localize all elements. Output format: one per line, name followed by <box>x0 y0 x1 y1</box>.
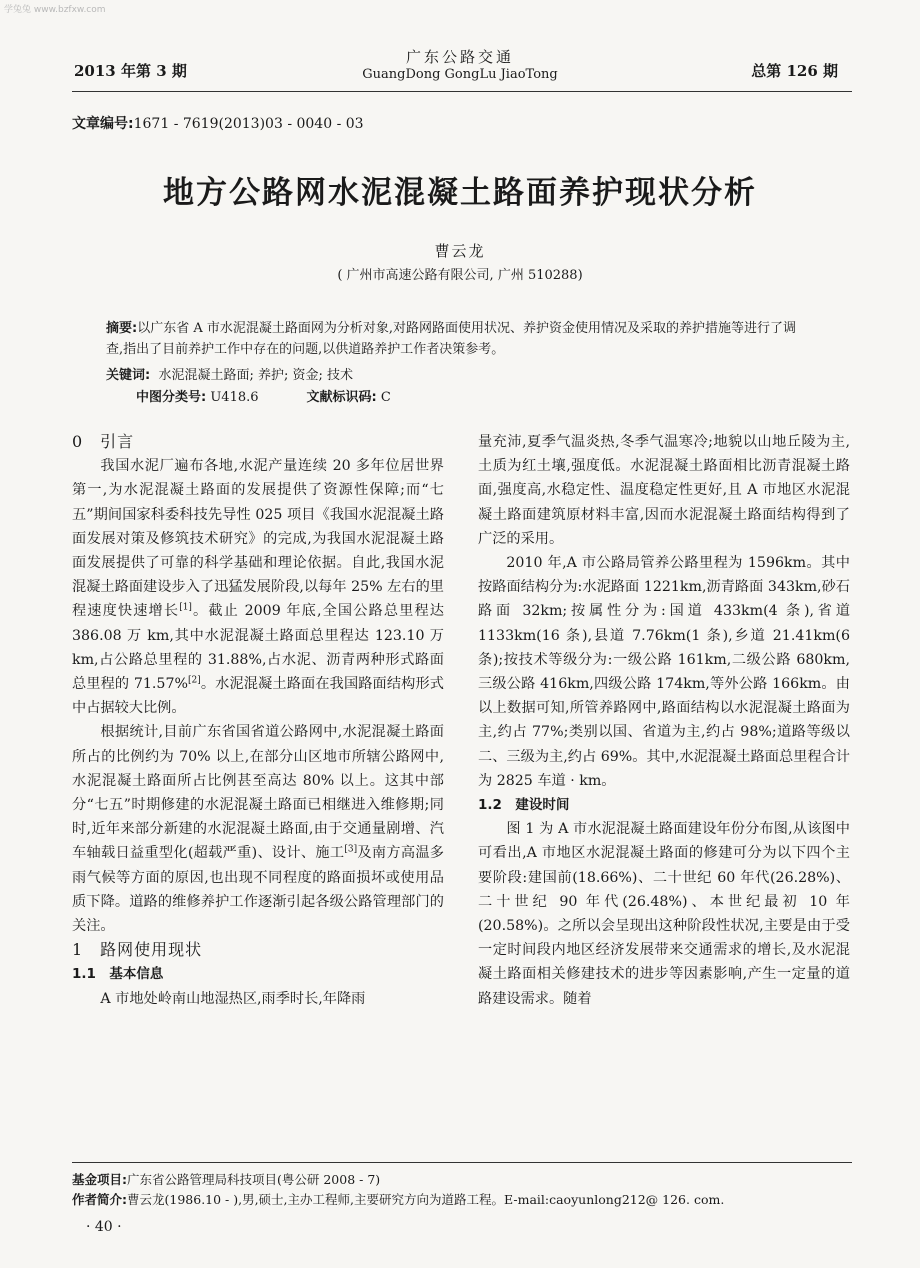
citation-2: [2] <box>187 675 201 686</box>
subsection-heading-construction-time: 1.2 建设时间 <box>478 797 570 814</box>
subsection-heading-basic-info: 1.1 基本信息 <box>72 966 164 983</box>
bio-text: 曹云龙(1986.10 - ),男,硕士,主办工程师,主要研究方向为道路工程。E-mail:caoyunlong212@ 126. com. <box>127 1192 725 1207</box>
paragraph-intro-1: 我国水泥厂遍布各地,水泥产量连续 20 多年位居世界第一,为水泥混凝土路面的发展提供了资源性保障;而“七五”期间国家科委科技先导性 025 项目《我国水泥混凝土路面发展对策及修筑技术研究》的完成,为我国水泥混凝土路面发展提供了可靠的科学基础和理论依据。自此,我国水泥混凝土路面建设步入了迅猛发展阶段,以每年 25% 左右的里程速度快速增长[1]。截止 2009 年底,全国公路总里程达 386.08 万 km,其中水泥混凝土路面总里程达 123.10 万 km,占公路总里程的 31.88%,占水泥、沥青两种形式路面总里程的 71.57%[2]。水泥混凝土路面在我国路面结构形式中占据较大比例。 <box>72 458 444 717</box>
doc-code-label: 文献标识码: <box>306 390 377 405</box>
journal-name-cn: 广东公路交通 <box>405 48 514 66</box>
keywords <box>106 364 353 383</box>
fund-label: 基金项目: <box>72 1172 127 1187</box>
watermark: 学兔兔 www.bzfxw.com <box>4 5 106 15</box>
total-issue-label: 总第 126 期 <box>751 62 838 80</box>
citation-1: [1] <box>179 602 192 613</box>
article-number <box>72 113 364 133</box>
clc-label: 中图分类号: <box>136 390 207 405</box>
author-name: 曹云龙 <box>434 242 486 260</box>
paragraph-basic-info: A 市地处岭南山地湿热区,雨季时长,年降雨 <box>100 990 366 1007</box>
right-column <box>478 430 850 1011</box>
issue-label: 2013 年第 3 期 <box>74 62 187 80</box>
footnote-author-bio <box>72 1190 852 1210</box>
abstract-text: 以广东省 A 市水泥混凝土路面网为分析对象,对路网路面使用状况、养护资金使用情况及采取的养护措施等进行了调查,指出了目前养护工作中存在的问题,以供道路养护工作者决策参考。 <box>106 321 796 357</box>
author-affiliation: ( 广州市高速公路有限公司, 广州 510288) <box>337 268 583 283</box>
abstract-label: 摘要: <box>106 321 138 336</box>
paragraph-construction-time: 图 1 为 A 市水泥混凝土路面建设年份分布图,从该图中可看出,A 市地区水泥混凝土路面的修建可分为以下四个主要阶段:建国前(18.66%)、二十世纪 60 年代(26.28%)、二十世纪 90 年代(26.48%)、本世纪最初 10 年(20.58%)。之所以会呈现出这种阶段性状况,主要是由于受一定时间段内地区经济发展带来交通需求的增长,及水泥混凝土路面相关修建技术的进步等因素影响,产生一定量的道路建设需求。随着 <box>478 821 850 1007</box>
paper-title: 地方公路网水泥混凝土路面养护现状分析 <box>163 175 757 211</box>
keywords-label: 关键词: <box>106 368 151 383</box>
paragraph-intro-2: 根据统计,目前广东省国省道公路网中,水泥混凝土路面所占的比例约为 70% 以上,在部分山区地市所辖公路网中,水泥混凝土路面所占比例甚至高达 80% 以上。这其中部分“七五”时期修建的水泥混凝土路面已相继进入维修期;同时,近年来部分新建的水泥混凝土路面,由于交通量剧增、汽车轴载日益重型化(超载严重)、设计、施工[3]及南方高温多雨气候等方面的原因,也出现不同程度的路面损坏或使用品质下降。道路的维修养护工作逐渐引起各级公路管理部门的关注。 <box>72 724 444 935</box>
footnote-rule <box>72 1162 852 1163</box>
left-column <box>72 430 444 1011</box>
article-number-label: 文章编号: <box>72 116 134 132</box>
clc-value: U418.6 <box>210 390 259 405</box>
footnote-fund <box>72 1170 852 1190</box>
keywords-text: 水泥混凝土路面; 养护; 资金; 技术 <box>158 368 354 383</box>
article-number-value: 1671 - 7619(2013)03 - 0040 - 03 <box>133 116 364 132</box>
abstract <box>106 318 806 360</box>
journal-name-en: GuangDong GongLu JiaoTong <box>362 67 558 82</box>
doc-code-value: C <box>380 390 391 405</box>
section-heading-network-status: 1 路网使用现状 <box>72 940 203 960</box>
classification <box>136 386 391 405</box>
citation-3: [3] <box>344 844 358 855</box>
fund-text: 广东省公路管理局科技项目(粤公研 2008 - 7) <box>127 1172 381 1187</box>
paragraph-mileage: 2010 年,A 市公路局管养公路里程为 1596km。其中按路面结构分为:水泥路面 1221km,沥青路面 343km,砂石路面 32km;按属性分为:国道 433km(4 条),省道 1133km(16 条),县道 7.76km(1 条),乡道 21.41km(6 条);按技术等级分为:一级公路 161km,二级公路 680km,三级公路 416km,四级公路 174km,等外公路 166km。由以上数据可知,所管养路网中,路面结构以水泥混凝土路面为主,约占 77%;类别以国、省道为主,约占 98%;道路等级以二、三级为主,约占 69%。其中,水泥混凝土路面总里程合计为 2825 车道 · km。 <box>478 555 850 789</box>
paragraph-basic-info-cont: 量充沛,夏季气温炎热,冬季气温寒冷;地貌以山地丘陵为主,土质为红土壤,强度低。水泥混凝土路面相比沥青混凝土路面,强度高,水稳定性、温度稳定性更好,且 A 市地区水泥混凝土路面建筑原材料丰富,因而水泥混凝土路面结构得到了广泛的采用。 <box>478 434 850 547</box>
header-rule <box>72 91 852 92</box>
section-heading-intro: 0 引言 <box>72 432 135 451</box>
bio-label: 作者简介: <box>72 1192 127 1207</box>
page-number: · 40 · <box>86 1219 122 1235</box>
